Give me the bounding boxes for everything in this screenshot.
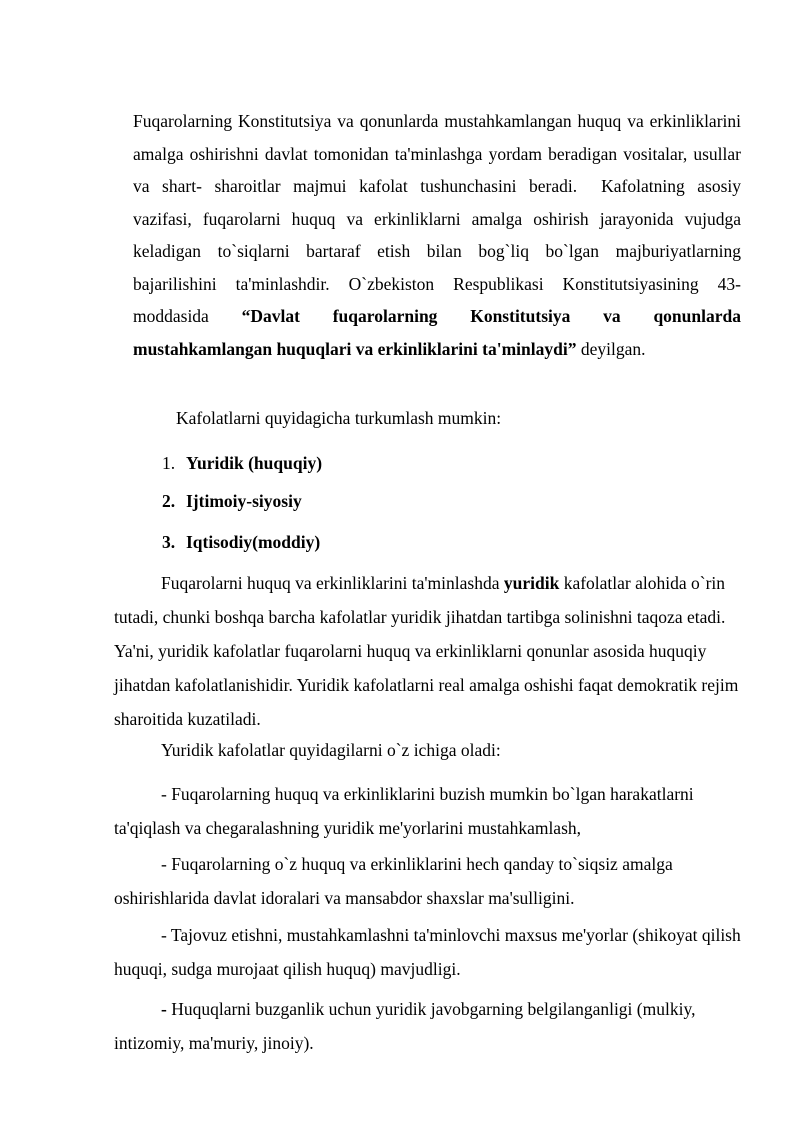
paragraph-text: Kafolatning asosiy vazifasi, fuqarolarni huquq va erkinliklarni amalga oshirish jarayonida vujudga keladigan to`siqlarni bartaraf etish bilan bog`liq bo`lgan majburiyatlarning bajarilishini ta'minlashdir. O`zbekiston Respublikasi Konstitutsiyasining 43- moddasida (133, 176, 741, 326)
bullet-dash: - (161, 784, 167, 804)
classification-intro: Kafolatlarni quyidagicha turkumlash mumkin: (176, 408, 502, 428)
paragraph-guarantee-definition (133, 105, 741, 365)
list-label: Iqtisodiy(moddiy) (186, 532, 321, 552)
list-item (162, 448, 322, 478)
bullet-dash: - (161, 999, 167, 1019)
paragraph-text: Fuqarolarni huquq va erkinliklarini ta'minlashda (161, 573, 504, 593)
paragraph-legal-guarantees (114, 566, 744, 736)
list-item (162, 527, 320, 557)
bold-term: yuridik (503, 573, 560, 593)
bullet-text: Fuqarolarning o`z huquq va erkinliklarini hech qanday to`siqsiz amalga oshirishlarida davlat idoralari va mansabdor shaxslar ma'sulligini. (114, 854, 673, 908)
list-item (114, 918, 744, 986)
list-label: Yuridik (huquqiy) (186, 453, 323, 473)
list-item (114, 992, 744, 1060)
list-label: Ijtimoiy-siyosiy (186, 491, 302, 511)
list-item (162, 486, 302, 516)
list-number: 2. (162, 491, 176, 511)
list-number: 1. (162, 453, 176, 473)
constitution-quote: “Davlat fuqarolarning Konstitutsiya va qonunlarda mustahkamlangan huquqlari va erkinliklarini ta'minlaydi” (133, 306, 741, 359)
list-item (114, 847, 744, 915)
paragraph-text: deyilgan. (576, 338, 646, 359)
bullet-text: Huquqlarni buzganlik uchun yuridik javobgarning belgilanganligi (mulkiy, intizomiy, ma'muriy, jinoiy). (114, 999, 696, 1053)
paragraph-text: Fuqarolarning Konstitutsiya va qonunlarda mustahkamlangan huquq va erkinliklarini amalga oshirishni davlat tomonidan ta'minlashga yordam beradigan vositalar, usullar va shart- sharoitlar majmui kafolat tushunchasini beradi. (133, 111, 741, 196)
bullet-dash: - (161, 925, 167, 945)
bullet-dash: - (161, 854, 167, 874)
paragraph-includes: Yuridik kafolatlar quyidagilarni o`z ichiga oladi: (161, 740, 501, 760)
bullet-text: Tajovuz etishni, mustahkamlashni ta'minlovchi maxsus me'yorlar (shikoyat qilish huquqi, sudga murojaat qilish huquq) mavjudligi. (114, 925, 741, 979)
list-item (114, 777, 744, 845)
list-number: 3. (162, 532, 176, 552)
paragraph-text: kafolatlar alohida o`rin tutadi, chunki boshqa barcha kafolatlar yuridik jihatdan tartibga solinishni taqoza etadi. Ya'ni, yuridik kafolatlar fuqarolarni huquq va erkinliklarni qonunlar asosida huquqiy jihatdan kafolatlanishidir. Yuridik kafolatlarni real amalga oshishi faqat demokratik rejim sharoitida kuzatiladi. (114, 573, 739, 729)
bullet-text: Fuqarolarning huquq va erkinliklarini buzish mumkin bo`lgan harakatlarni ta'qiqlash va chegaralashning yuridik me'yorlarini mustahkamlash, (114, 784, 694, 838)
